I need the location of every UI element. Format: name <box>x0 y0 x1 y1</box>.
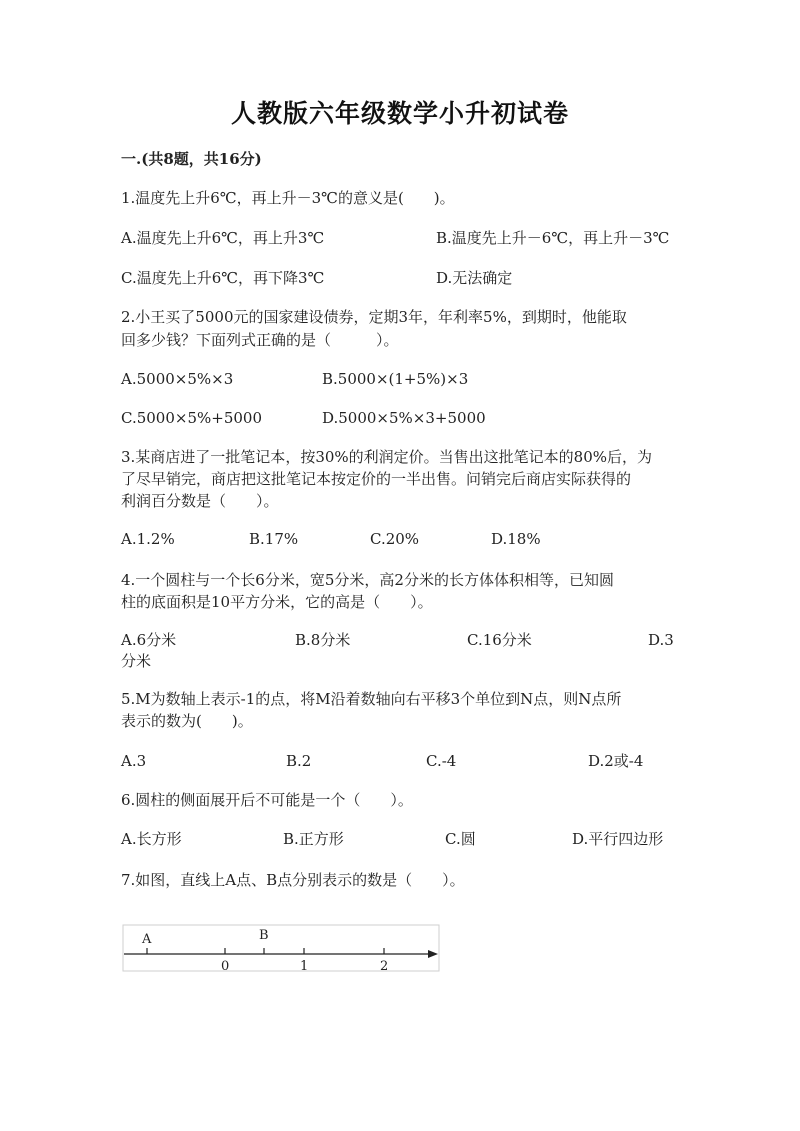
question-3-text-line-3: 利润百分数是（ ）。 <box>121 492 279 510</box>
figure-frame <box>123 925 439 971</box>
question-1-option-b[interactable]: B.温度先上升－6℃，再上升－3℃ <box>436 229 670 247</box>
question-2-option-d[interactable]: D.5000×5%×3+5000 <box>322 409 486 427</box>
question-6-option-c[interactable]: C.圆 <box>445 830 476 848</box>
question-3-option-d[interactable]: D.18% <box>491 530 541 548</box>
number-line-figure <box>120 922 445 976</box>
question-6-option-a[interactable]: A.长方形 <box>121 830 182 848</box>
question-5-option-d[interactable]: D.2或-4 <box>588 752 644 770</box>
question-4-option-d-wrap: 分米 <box>121 652 152 670</box>
question-5-text-line-2: 表示的数为( )。 <box>121 712 253 730</box>
question-7-text: 7.如图，直线上A点、B点分别表示的数是（ ）。 <box>121 871 465 889</box>
question-6-option-d[interactable]: D.平行四边形 <box>572 830 664 848</box>
question-5-option-a[interactable]: A.3 <box>121 752 147 770</box>
question-1-option-a[interactable]: A.温度先上升6℃，再上升3℃ <box>121 229 325 247</box>
question-6-option-b[interactable]: B.正方形 <box>283 830 344 848</box>
question-3-option-c[interactable]: C.20% <box>370 530 420 548</box>
question-3-text-line-1: 3.某商店进了一批笔记本，按30%的利润定价。当售出这批笔记本的80%后，为 <box>121 448 652 466</box>
question-2-option-c[interactable]: C.5000×5%+5000 <box>121 409 262 427</box>
question-5-option-c[interactable]: C.-4 <box>426 752 457 770</box>
question-4-text-line-1: 4.一个圆柱与一个长6分米，宽5分米，高2分米的长方体体积相等，已知圆 <box>121 571 614 589</box>
question-5-option-b[interactable]: B.2 <box>286 752 312 770</box>
question-4-option-a[interactable]: A.6分米 <box>121 631 177 649</box>
question-3-option-b[interactable]: B.17% <box>249 530 299 548</box>
section-heading: 一.(共8题，共16分) <box>121 150 262 168</box>
point-label-a: A <box>142 932 152 947</box>
question-4-option-b[interactable]: B.8分米 <box>295 631 351 649</box>
question-4-text-line-2: 柱的底面积是10平方分米，它的高是（ ）。 <box>121 593 433 611</box>
question-2-text-line-1: 2.小王买了5000元的国家建设债券，定期3年，年利率5%，到期时，他能取 <box>121 308 627 326</box>
question-2-option-a[interactable]: A.5000×5%×3 <box>121 370 234 388</box>
question-2-option-b[interactable]: B.5000×(1+5%)×3 <box>322 370 469 388</box>
tick-label-0: 0 <box>221 959 230 974</box>
arrow-right-icon <box>428 950 438 958</box>
question-3-text-line-2: 了尽早销完，商店把这批笔记本按定价的一半出售。问销完后商店实际获得的 <box>121 470 632 488</box>
question-4-option-d[interactable]: D.3 <box>648 631 674 649</box>
page-title: 人教版六年级数学小升初试卷 <box>230 99 569 128</box>
tick-label-2: 2 <box>380 959 389 974</box>
question-1-option-d[interactable]: D.无法确定 <box>436 269 513 287</box>
question-1-option-c[interactable]: C.温度先上升6℃，再下降3℃ <box>121 269 325 287</box>
question-6-text: 6.圆柱的侧面展开后不可能是一个（ ）。 <box>121 791 413 809</box>
tick-label-1: 1 <box>300 959 309 974</box>
point-label-b: B <box>259 928 269 943</box>
question-1-text: 1.温度先上升6℃，再上升－3℃的意义是( )。 <box>121 189 455 207</box>
question-3-option-a[interactable]: A.1.2% <box>121 530 175 548</box>
question-5-text-line-1: 5.M为数轴上表示-1的点，将M沿着数轴向右平移3个单位到N点，则N点所 <box>121 690 622 708</box>
question-2-text-line-2: 回多少钱？下面列式正确的是（ ）。 <box>121 331 399 349</box>
question-4-option-c[interactable]: C.16分米 <box>467 631 532 649</box>
